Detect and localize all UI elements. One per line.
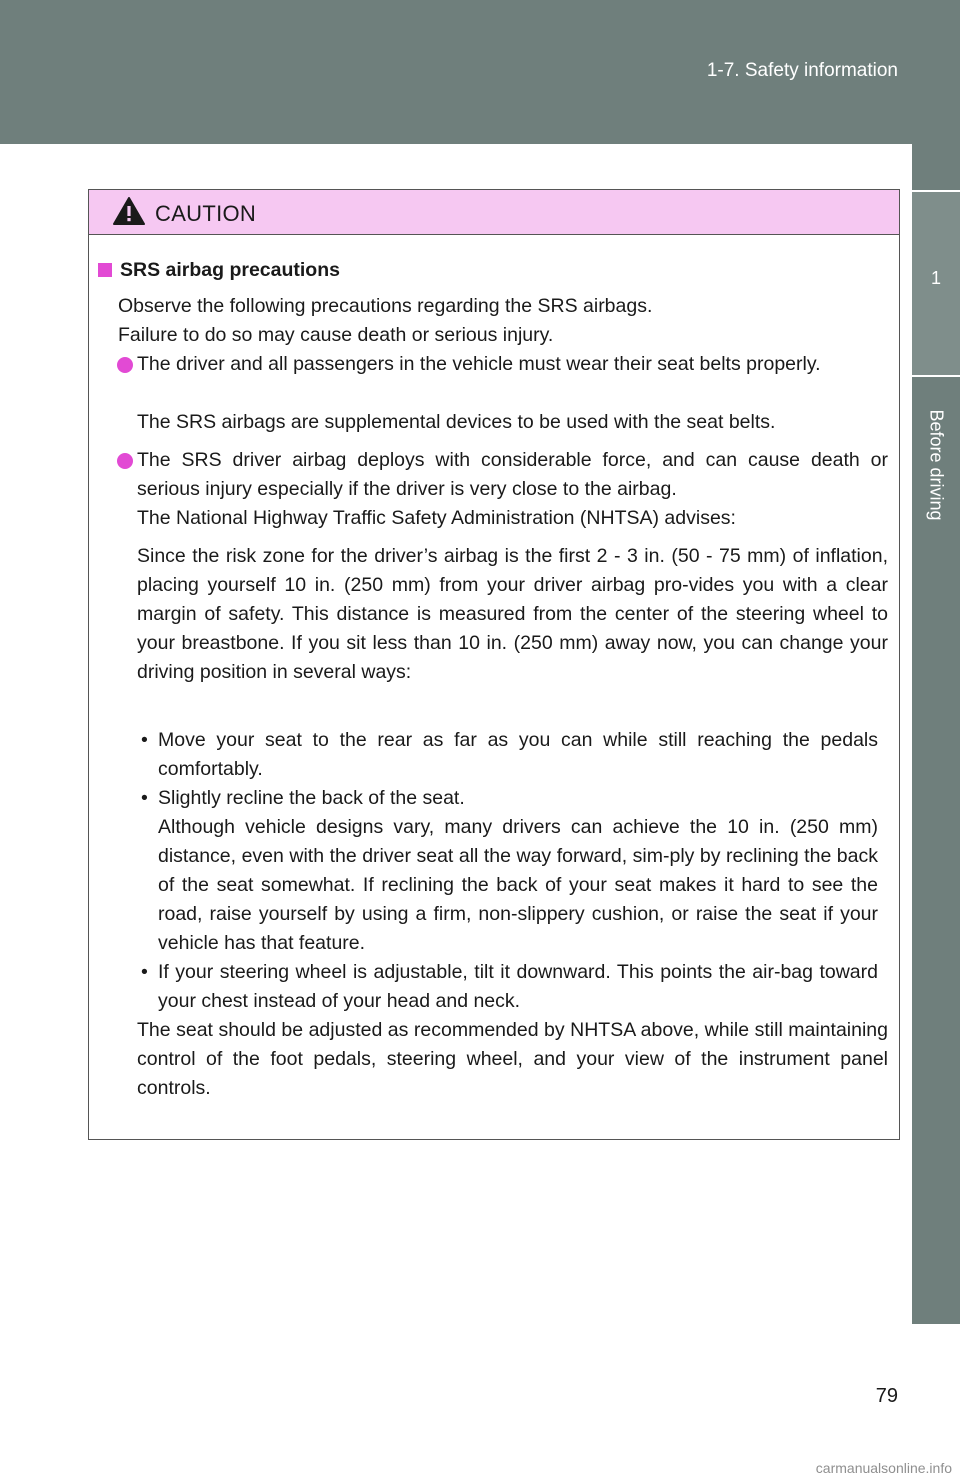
intro-line-1: Observe the following precautions regarding the SRS airbags. (118, 295, 653, 317)
sub-bullet-mark: • (141, 787, 148, 809)
section-title (98, 256, 340, 285)
watermark: carmanualsonline.info (815, 1460, 952, 1476)
sub-bullet-mark: • (141, 961, 148, 983)
caution-box (88, 189, 900, 1140)
page-number: 79 (875, 1385, 898, 1407)
bullet-1-note: The SRS airbags are supplemental devices to be used with the seat belts. (137, 411, 776, 433)
header-band (0, 0, 960, 144)
caution-title: CAUTION (155, 201, 257, 226)
chapter-label: Before driving (926, 409, 947, 521)
section-header: 1-7. Safety information (706, 60, 898, 81)
circle-bullet-icon (117, 357, 133, 373)
sub-item-1: Move your seat to the rear as far as you can while still reaching the pedals comfortably. (158, 729, 878, 780)
bullet-1-text: The driver and all passengers in the vehicle must wear their seat belts properly. (137, 353, 821, 375)
bullet-2-text: The SRS driver airbag deploys with considerable force, and can cause death or serious injury especially if the driver is very close to the airbag. (137, 449, 888, 500)
sub-item-2-detail: Although vehicle designs vary, many drivers can achieve the 10 in. (250 mm) distance, even with the driver seat all the way forward, sim-ply by reclining the back of the seat somewhat. If reclining the back of your seat makes it hard to see the road, raise yourself by using a firm, non-slippery cushion, or raise the seat if your vehicle has that feature. (158, 816, 878, 954)
sub-bullet-mark: • (141, 729, 148, 751)
circle-bullet-icon (117, 453, 133, 469)
caution-header (89, 190, 899, 235)
square-bullet-icon (98, 263, 112, 277)
warning-triangle-icon (112, 196, 146, 226)
bullet-2-note: The National Highway Traffic Safety Administration (NHTSA) advises: (137, 507, 736, 529)
closing-text: The seat should be adjusted as recommended by NHTSA above, while still maintaining control of the foot pedals, steering wheel, and your view of the instrument panel controls. (137, 1019, 888, 1099)
section-title-text: SRS airbag precautions (120, 259, 340, 281)
nhtsa-advice: Since the risk zone for the driver’s airbag is the first 2 - 3 in. (50 - 75 mm) of inflation, placing yourself 10 in. (250 mm) from your driver airbag pro-vides you with a clear margin of safety. This distance is measured from the center of the steering wheel to your breastbone. If you sit less than 10 in. (250 mm) away now, you can change your driving position in several ways: (137, 545, 888, 683)
sub-item-2: Slightly recline the back of the seat. (158, 787, 465, 809)
chapter-number: 1 (930, 268, 941, 288)
sub-item-3: If your steering wheel is adjustable, tilt it downward. This points the air-bag toward your chest instead of your head and neck. (158, 961, 878, 1012)
intro-line-2: Failure to do so may cause death or serious injury. (118, 324, 554, 346)
